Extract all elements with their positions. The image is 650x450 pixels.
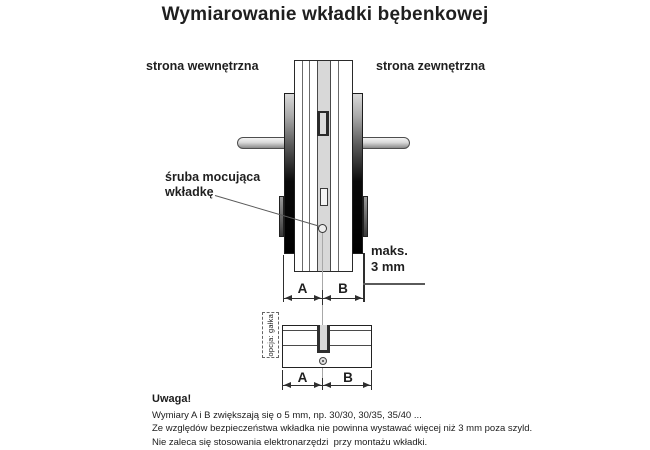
cylinder-mid-line <box>330 345 371 346</box>
inner-side-label: strona wewnętrzna <box>146 59 259 73</box>
page-title: Wymiarowanie wkładki bębenkowej <box>161 4 489 25</box>
note-line: Ze względów bezpieczeństwa wkładka nie powinna wystawać więcej niż 3 mm poza szyld. <box>152 423 533 434</box>
outer-handle-rod <box>362 137 410 149</box>
cylinder-housing-outer <box>363 196 368 237</box>
escutcheon-plate-outer <box>352 93 363 254</box>
door-layer-line <box>302 61 303 271</box>
note-line: Wymiary A i B zwiększają się o 5 mm, np. 30/30, 30/35, 35/40 ... <box>152 409 422 421</box>
note-line: Nie zaleca się stosowania elektronarzędzi przy montażu wkładki. <box>152 436 428 448</box>
dim-b-lower: B <box>343 370 353 385</box>
max-label-line2: 3 mm <box>371 259 405 274</box>
max-protrusion-ref-line <box>363 253 365 302</box>
knob-option-box <box>262 312 279 358</box>
max-protrusion-underline <box>363 283 425 285</box>
escutcheon-plate-inner <box>284 93 295 254</box>
cylinder-fixing-screw <box>319 357 327 365</box>
cylinder-channel <box>317 61 331 271</box>
keyway-slot <box>320 188 328 206</box>
cylinder-mid-line <box>283 345 317 346</box>
max-label-line1: maks. <box>371 243 408 258</box>
door-cross-section <box>294 60 353 272</box>
dim-b-upper: B <box>338 281 348 296</box>
door-layer-line <box>338 61 339 271</box>
screw-label <box>165 170 260 200</box>
door-layer-line <box>309 61 310 271</box>
outer-side-label: strona zewnętrzna <box>376 59 486 73</box>
inner-handle-rod <box>237 137 285 149</box>
screw-label-line2: wkładkę <box>165 185 214 199</box>
fixing-screw <box>318 224 327 233</box>
dim-a-lower: A <box>297 370 308 385</box>
notes-block <box>152 393 622 449</box>
knob-option-label: opcja: gałka <box>266 313 275 357</box>
screw-label-line1: śruba mocująca <box>165 170 261 184</box>
notes-heading: Uwaga! <box>152 393 192 405</box>
dim-a-upper: A <box>297 281 308 296</box>
max-protrusion-label <box>371 243 408 275</box>
cylinder-cam-notch <box>317 325 330 353</box>
cam-slot <box>317 111 329 136</box>
